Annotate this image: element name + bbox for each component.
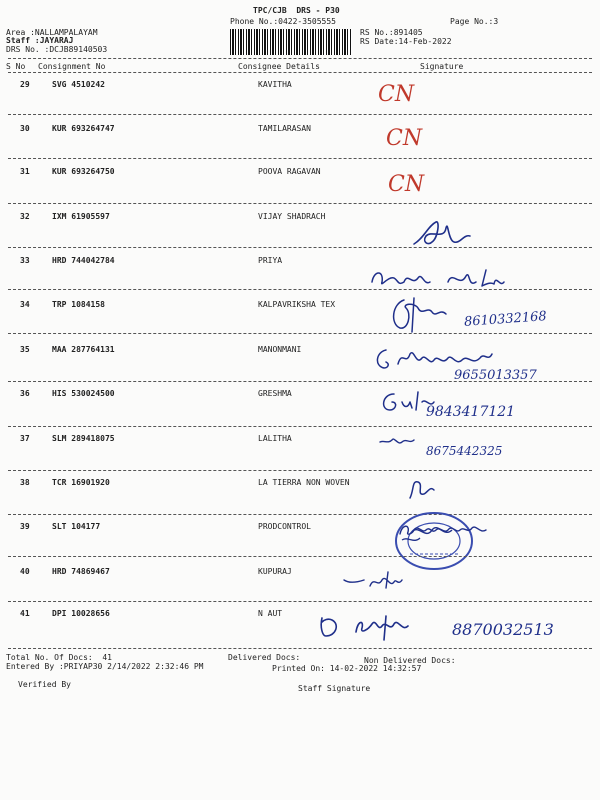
row-consignee: POOVA RAGAVAN [258,167,321,176]
row-consignment: HRD 74869467 [52,567,110,576]
row-consignee: TAMILARASAN [258,124,311,133]
row-consignment: SLT 104177 [52,522,101,531]
row-separator [8,114,592,115]
row-separator [8,514,592,515]
area-label: Area :NALLAMPALAYAM [6,28,98,37]
row-sno: 33 [20,256,30,265]
row-consignment: TRP 1084158 [52,300,105,309]
row-sno: 30 [20,124,30,133]
col-header-signature: Signature [420,62,464,71]
row-separator [8,601,592,602]
page-number: Page No.:3 [450,17,499,26]
signature-phone: 9655013357 [454,368,537,383]
row-consignee: VIJAY SHADRACH [258,212,326,221]
drs-number: DRS No. :DCJB89140503 [6,45,108,54]
col-header-consignment: Consignment No [38,62,106,71]
header-separator [8,58,592,59]
col-header-consignee: Consignee Details [238,62,320,71]
non-delivered-docs: Non Delivered Docs: [364,656,456,665]
row-consignment: KUR 693264750 [52,167,115,176]
row-sno: 32 [20,212,30,221]
signature-mark: CN [388,172,425,197]
delivered-docs: Delivered Docs: [228,653,301,662]
verified-by: Verified By [18,680,71,689]
signature-phone: 9843417121 [426,404,516,420]
row-consignee: MANONMANI [258,345,302,354]
row-consignment: SVG 4510242 [52,80,105,89]
row-consignment: DPI 10028656 [52,609,110,618]
row-consignee: PRODCONTROL [258,522,311,531]
row-consignee: KAVITHA [258,80,292,89]
row-consignee: KUPURAJ [258,567,292,576]
row-consignee: LA TIERRA NON WOVEN [258,478,350,487]
column-header-separator [8,72,592,73]
row-separator [8,556,592,557]
row-sno: 29 [20,80,30,89]
row-sno: 31 [20,167,30,176]
signature-scribble [368,262,528,296]
row-consignee: LALITHA [258,434,292,443]
row-consignee: GRESHMA [258,389,292,398]
signature-scribble [410,218,480,254]
row-consignee: N AUT [258,609,283,618]
row-separator [8,158,592,159]
row-sno: 36 [20,389,30,398]
printed-on: Printed On: 14-02-2022 14:32:57 [272,664,422,673]
sheet-title: TPC/CJB DRS - P30 [253,6,340,15]
signature-phone: 8675442325 [426,444,503,458]
row-consignee: PRIYA [258,256,283,265]
row-consignment: IXM 61905597 [52,212,110,221]
row-separator [8,203,592,204]
staff-signature: Staff Signature [298,684,371,693]
row-consignment: TCR 16901920 [52,478,110,487]
row-sno: 40 [20,567,30,576]
staff-label: Staff :JAYARAJ [6,36,74,45]
rs-number: RS No.:891405 [360,28,423,37]
signature-scribble [340,568,410,596]
row-sno: 41 [20,609,30,618]
total-docs: Total No. Of Docs: 41 [6,653,112,662]
signature-scribble [396,518,496,544]
col-header-sno: S No [6,62,26,71]
row-consignment: SLM 289418075 [52,434,115,443]
signature-scribble [316,612,456,646]
row-separator [8,289,592,290]
footer-separator [8,648,592,649]
signature-scribble [378,430,418,454]
row-sno: 38 [20,478,30,487]
barcode [230,29,352,55]
phone-number: Phone No.:0422-3505555 [230,17,336,26]
row-consignee: KALPAVRIKSHA TEX [258,300,336,309]
row-consignment: KUR 693264747 [52,124,115,133]
row-separator [8,426,592,427]
signature-scribble [384,294,464,338]
signature-mark: CN [386,126,423,151]
row-separator [8,333,592,334]
row-consignment: MAA 287764131 [52,345,115,354]
row-sno: 34 [20,300,30,309]
row-consignment: HIS 530024500 [52,389,115,398]
signature-phone: 8610332168 [463,309,548,330]
signature-scribble [402,476,442,508]
row-separator [8,247,592,248]
row-separator [8,470,592,471]
rs-date: RS Date:14-Feb-2022 [360,37,452,46]
row-sno: 35 [20,345,30,354]
entered-by: Entered By :PRIYAP30 2/14/2022 2:32:46 PM [6,662,204,671]
row-sno: 39 [20,522,30,531]
signature-phone: 8870032513 [452,620,554,639]
signature-mark: CN [378,82,415,107]
row-sno: 37 [20,434,30,443]
row-consignment: HRD 744042784 [52,256,115,265]
row-separator [8,381,592,382]
